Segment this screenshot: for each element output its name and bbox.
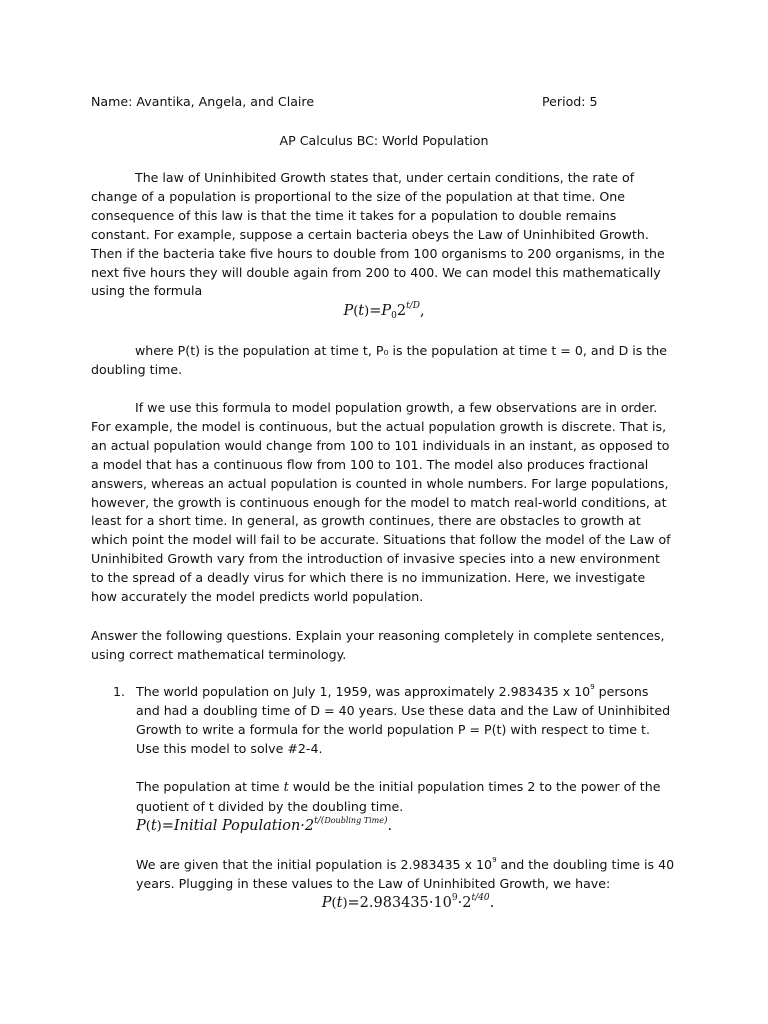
world-population-formula: $P(t)=2.983435\cdot 10^9\cdot 2^{t/40}$. [321, 893, 495, 911]
document-title: AP Calculus BC: World Population [279, 133, 489, 148]
question-1-text: The world population on July 1, 1959, was approximately 2.983435 x $10^9$ persons and had a doubling time of D = 40 years. Use these data and the Law of Uninhibited Growth to write a formula for the world population P = P(t) with respect to time t. Use this model to solve #2-4. [136, 683, 671, 756]
class-period: Period: 5 [542, 94, 598, 109]
answer-paragraph-2: We are given that the initial population is 2.983435 x $10^9$ and the doubling time is 40 years. Plugging in these values to the Law of Uninhibited Growth, we have: [136, 856, 675, 891]
intro-paragraph: The law of Uninhibited Growth states that, under certain conditions, the rate of change of a population is proportional to the size of the population at that time. One consequence of this law is that the time it takes for a population to double remains constant. For example, suppose a certain bacteria obeys the Law of Uninhibited Growth. Then if the bacteria take five hours to double from 100 organisms to 200 organisms, in the next five hours they will double again from 200 to 400. We can model this mathematically using the formula [91, 170, 665, 299]
instructions-paragraph: Answer the following questions. Explain your reasoning completely in complete sentences, using correct mathematical terminology. [91, 628, 665, 662]
student-names: Name: Avantika, Angela, and Claire [91, 94, 315, 109]
growth-formula: $P(t)=P_02^{t/D}$, [343, 301, 425, 321]
variables-explanation: where P(t) is the population at time t, P₀ is the population at time t = 0, and D is the doubling time. [91, 343, 668, 377]
general-growth-formula: P(t)=Initial $Population\cdot 2^{t/(Doubling Time)}$. [136, 816, 393, 834]
answer-paragraph-1: The population at time t would be the initial population times 2 to the power of the quotient of t divided by the doubling time. [136, 779, 661, 814]
question-number: 1. [113, 684, 126, 699]
observations-paragraph: If we use this formula to model population growth, a few observations are in order. For example, the model is continuous, but the actual population growth is discrete. That is, an actual population would change from 100 to 101 individuals in an instant, as opposed to a model that has a continuous flow from 100 to 101. The model also produces fractional answers, whereas an actual population is counted in whole numbers. For large populations, however, the growth is continuous enough for the model to match real-world conditions, at least for a short time. In general, as growth continues, there are obstacles to growth at which point the model will fail to be accurate. Situations that follow the model of the Law of Uninhibited Growth vary from the introduction of invasive species into a new environment to the spread of a deadly virus for which there is no immunization. Here, we investigate how accurately the model predicts world population. [91, 400, 671, 605]
